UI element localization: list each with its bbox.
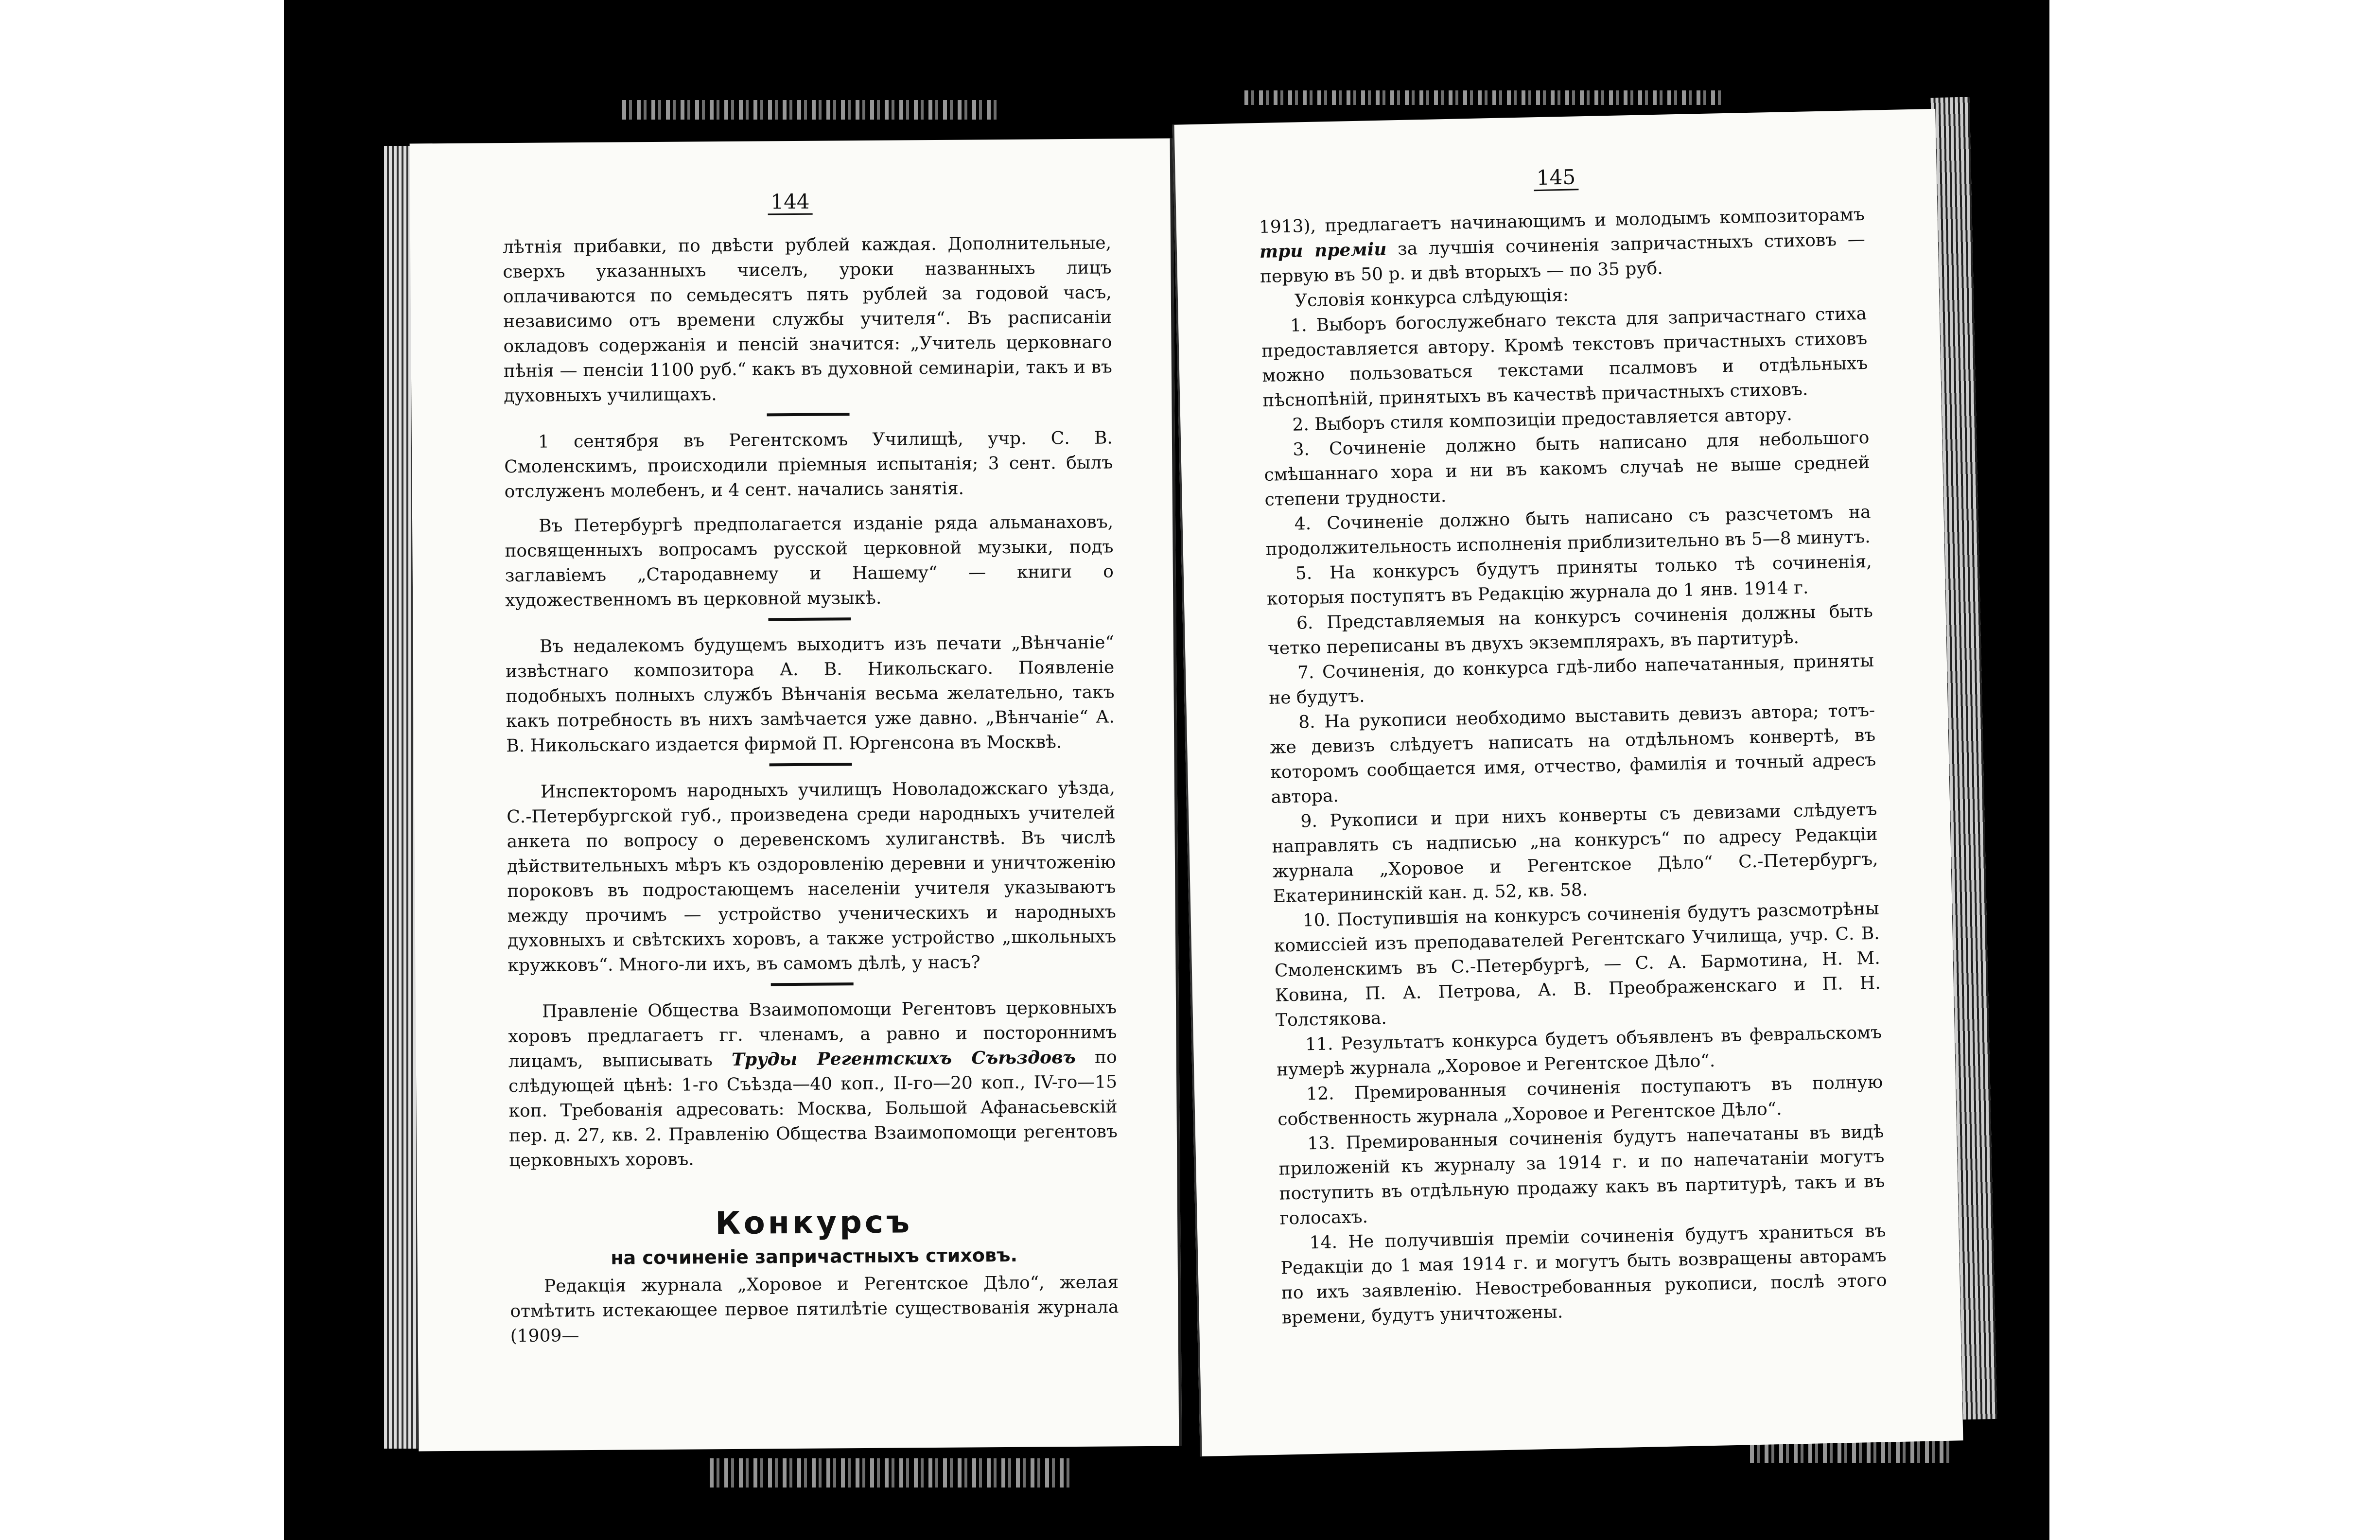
contest-title: Конкурсъ <box>715 1204 913 1242</box>
condition-item: 2. Выборъ стиля композиціи предоставляется автору. <box>1292 404 1793 435</box>
condition-item: 7. Сочиненія, до конкурса гдѣ-либо напечатанныя, приняты не будутъ. <box>1268 650 1874 708</box>
condition-item: 5. На конкурсъ будутъ приняты только тѣ сочиненія, которыя поступятъ въ Редакцію журнала до 1 янв. 1914 г. <box>1266 551 1872 609</box>
condition-item: 11. Результатъ конкурса будетъ объявленъ въ февральскомъ нумерѣ журнала „Хоровое и Регентское Дѣло“. <box>1276 1022 1882 1080</box>
divider <box>767 413 850 416</box>
divider <box>771 982 854 986</box>
condition-item: 14. Не получившія преміи сочиненія будутъ храниться въ Редакціи до 1 мая 1914 г. и могутъ быть возвращены авторамъ по ихъ заявленію. Невостребованныя рукописи, послѣ этого времени, будутъ уничтожены. <box>1280 1221 1888 1328</box>
intro-italic: три преміи <box>1259 239 1387 262</box>
paragraph: Инспекторомъ народныхъ училищъ Новоладожскаго уѣзда, С.-Петербургской губ., произведена среди народныхъ учителей анкета по вопросу о деревенскомъ хулиганствѣ. Въ числѣ дѣйствительныхъ мѣръ къ оздоровленію деревни и уничтоженію пороковъ въ подростающемъ населеніи учителя указываютъ между прочимъ — устройство ученическихъ и народныхъ духовныхъ и свѣтскихъ хоровъ, а также устройство „школьныхъ кружковъ“. Много-ли ихъ, въ самомъ дѣлѣ, у насъ? <box>507 778 1117 976</box>
intro-paragraph: 1913), предлагаетъ начинающимъ и молодымъ композиторамъ три преміи за лучшія сочиненія запричастныхъ стиховъ — первую въ 50 р. и двѣ вторыхъ — по 35 руб. <box>1259 204 1866 287</box>
right-page-content <box>1176 201 1960 1332</box>
page-number: 145 <box>1175 158 1937 197</box>
divider <box>768 617 851 621</box>
condition-item: 1. Выборъ богослужебнаго текста для запричастнаго стиха предоставляется автору. Кромѣ текстовъ причастныхъ стиховъ можно пользоваться текстами псалмовъ и отдѣльныхъ пѣснопѣній, принятыхъ въ качествѣ причастныхъ стиховъ. <box>1261 303 1868 411</box>
scan-noise-top-right <box>1244 90 1721 105</box>
scan-noise-bottom-left <box>710 1458 1069 1488</box>
condition-item: 10. Поступившія на конкурсъ сочиненія будутъ разсмотрѣны комиссіей изъ преподавателей Регентскаго Училища, учр. С. В. Смоленскимъ въ С.-Петербургѣ, — С. А. Бармотина, Н. М. Ковина, П. А. Петрова, А. В. Преображенскаго и П. Н. Толстякова. <box>1274 898 1881 1031</box>
condition-item: 13. Премированныя сочиненія будутъ напечатаны въ видѣ приложеній къ журналу за 1914 г. и по напечатаніи могутъ поступить въ отдѣльную продажу какъ въ партитурѣ, такъ и въ голосахъ. <box>1278 1121 1885 1229</box>
left-page <box>410 139 1182 1452</box>
notice-paragraph: Правленіе Общества Взаимопомощи Регентовъ церковныхъ хоровъ предлагаетъ гг. членамъ, а равно и постороннимъ лицамъ, выписывать Труды Регентскихъ Съѣздовъ по слѣдующей цѣнѣ: 1-го Съѣзда—40 коп., II-го—20 коп., IV-го—15 коп. Требованія адресовать: Москва, Большой Афанасьевскій пер. д. 27, кв. 2. Правленію Общества Взаимопомощи регентовъ церковныхъ хоровъ. <box>508 998 1118 1171</box>
condition-item: 8. На рукописи необходимо выставить девизъ автора; тотъ-же девизъ слѣдуетъ написать на отдѣльномъ конвертѣ, въ которомъ сообщается имя, отчество, фамилія и точный адресъ автора. <box>1269 700 1876 807</box>
condition-item: 12. Премированныя сочиненія поступаютъ въ полную собственность журнала „Хоровое и Регентское Дѣло“. <box>1277 1072 1883 1130</box>
paragraph: Въ Петербургѣ предполагается изданіе ряда альманаховъ, посвященныхъ вопросамъ русской церковной музыки, подъ заглавіемъ „Стародавнему и Нашему“ — книги о художественномъ въ церковной музыкѣ. <box>505 512 1114 611</box>
right-page <box>1172 109 1963 1456</box>
paragraph: лѣтнія прибавки, по двѣсти рублей каждая. Дополнительные, сверхъ указанныхъ чиселъ, уроки названныхъ лицъ оплачиваются по семьдесятъ пять рублей за годовой часъ, независимо отъ времени службы учителя“. Въ расписаніи окладовъ содержанія и пенсій значится: „Учитель церковнаго пѣнія — пенсіи 1100 руб.“ какъ въ духовной семинаріи, такъ и въ духовныхъ училищахъ. <box>502 233 1113 406</box>
condition-item: 4. Сочиненіе должно быть написано съ разсчетомъ на продолжительность исполненія приблизительно въ 5—8 минутъ. <box>1265 502 1871 560</box>
divider <box>770 763 852 766</box>
condition-item: 9. Рукописи и при нихъ конверты съ девизами слѣдуетъ направлять съ надписью „на конкурсъ“ по адресу Редакціи журнала „Хоровое и Регентское Дѣло“ С.-Петербургъ, Екатерининскій кан. д. 52, кв. 58. <box>1272 799 1878 907</box>
left-page-content <box>410 230 1178 1349</box>
page-number: 144 <box>410 187 1170 216</box>
condition-item: 6. Представляемыя на конкурсъ сочиненія должны быть четко переписаны въ двухъ экземплярахъ, въ партитурѣ. <box>1267 601 1873 659</box>
paragraph: 1 сентября въ Регентскомъ Училищѣ, учр. С. В. Смоленскимъ, происходили пріемныя испытанія; 3 сент. былъ отслуженъ молебенъ, и 4 сент. начались занятія. <box>504 428 1113 502</box>
paragraph: Въ недалекомъ будущемъ выходитъ изъ печати „Вѣнчаніе“ извѣстнаго композитора А. В. Никольскаго. Появленіе подобныхъ полныхъ службъ Вѣнчанія весьма желательно, такъ какъ потребность въ нихъ замѣчается уже давно. „Вѣнчаніе“ А. В. Никольскаго издается фирмой П. Юргенсона въ Москвѣ. <box>506 632 1115 756</box>
notice-italic: Труды Регентскихъ Съѣздовъ <box>731 1047 1076 1070</box>
contest-subtitle: на сочиненіе запричастныхъ стиховъ. <box>611 1244 1018 1269</box>
conditions-title: Условія конкурса слѣдующія: <box>1294 285 1569 311</box>
scan-noise-top-left <box>622 100 1001 120</box>
contest-intro: Редакція журнала „Хоровое и Регентское Дѣло“, желая отмѣтить истекающее первое пятилѣтіе существованія журнала (1909— <box>510 1272 1119 1347</box>
condition-item: 3. Сочиненіе должно быть написано для небольшого смѣшаннаго хора и ни въ какомъ случаѣ не выше средней степени трудности. <box>1264 427 1870 510</box>
